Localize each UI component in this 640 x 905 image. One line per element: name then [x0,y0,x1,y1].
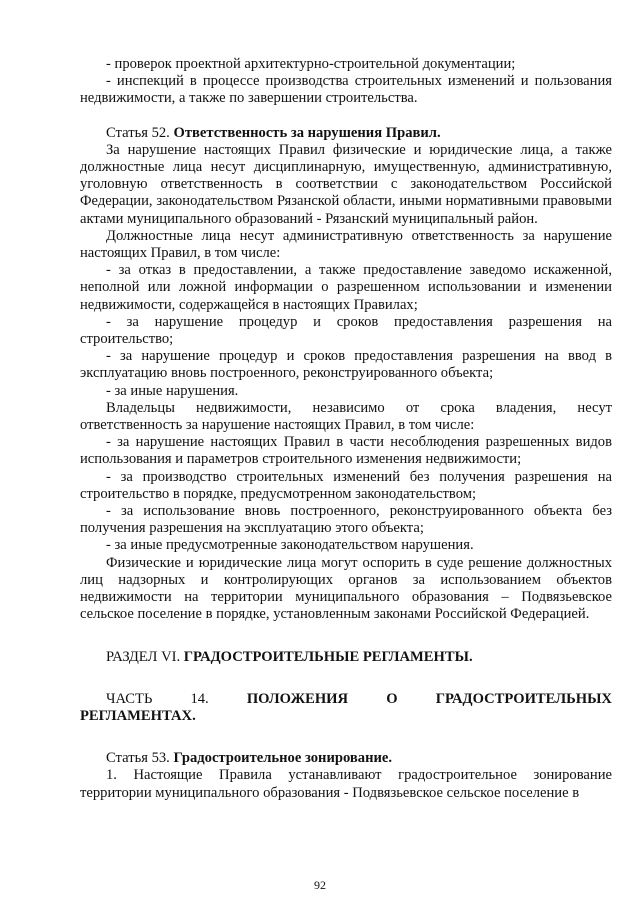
article-52-prefix: Статья 52. [106,124,174,141]
document-page [80,56,612,802]
part-title-word-3: ГРАДОСТРОИТЕЛЬНЫХ [435,690,612,707]
article-53-prefix: Статья 53. [106,750,174,767]
section-prefix: РАЗДЕЛ VI. [106,648,184,665]
list-item: - инспекций в процессе производства строительных изменений и пользования недвижимости, а также по завершении строительства. [80,73,612,107]
part-title-line-2: РЕГЛАМЕНТАХ. [80,707,196,724]
list-item: - проверок проектной архитектурно-строительной документации; [106,56,516,72]
part-number: 14. [190,690,209,707]
list-item: - за нарушение процедур и сроков предоставления разрешения на ввод в эксплуатацию вновь построенного, реконструированного объекта; [80,348,612,382]
article-53-title: Градостроительное зонирование. [173,750,393,767]
part-title-word-1: ПОЛОЖЕНИЯ [246,690,349,707]
list-item: - за нарушение процедур и сроков предоставления разрешения на строительство; [80,313,612,348]
page-number: 92 [314,878,326,892]
section-title: ГРАДОСТРОИТЕЛЬНЫЕ РЕГЛАМЕНТЫ. [183,648,473,665]
paragraph: 1. Настоящие Правила устанавливают градостроительное зонирование территории муниципального образования - Подвязьевское сельское поселение в [80,767,612,801]
list-item: - за иные нарушения. [106,382,239,399]
list-item: - за отказ в предоставлении, а также предоставление заведомо искаженной, неполной или ложной информации о разрешенном использовании и изменении недвижимости, содержащейся в настоящих Правилах; [80,262,612,313]
section-heading [80,649,612,666]
list-item: - за производство строительных изменений без получения разрешения на строительство в порядке, предусмотренном законодательством; [80,468,612,502]
part-heading [106,691,612,708]
list-item: - за использование вновь построенного, реконструированного объекта без получения разрешения на эксплуатацию этого объекта; [80,503,612,537]
list-item: - за иные предусмотренные законодательством нарушения. [106,537,474,554]
part-title-word-2: О [386,690,398,707]
paragraph: За нарушение настоящих Правил физические и юридические лица, а также должностные лица несут дисциплинарную, имущественную, административную, уголовную ответственность в соответствии с законодательством Российской Федерации, законодательством Рязанской области, иными нормативными правовыми актами муниципального образований - Рязанский муниципальный район. [80,141,612,227]
article-52-heading [80,125,612,142]
list-item: - за нарушение настоящих Правил в части несоблюдения разрешенных видов использования и параметров строительного изменения недвижимости; [80,434,612,468]
paragraph: Физические и юридические лица могут оспорить в суде решение должностных лиц надзорных и контролирующих органов за использованием объектов недвижимости на территории муниципального образования – Подвязьевское сельское поселение в порядке, установленным законами Российской Федерацией. [80,554,612,623]
part-word: ЧАСТЬ [106,690,153,707]
article-53-heading [80,750,612,767]
paragraph: Владельцы недвижимости, независимо от срока владения, несут ответственность за нарушение настоящих Правил, в том числе: [80,399,612,434]
article-52-title: Ответственность за нарушения Правил. [173,124,441,141]
paragraph: Должностные лица несут административную ответственность за нарушение настоящих Правил, в том числе: [80,227,612,262]
